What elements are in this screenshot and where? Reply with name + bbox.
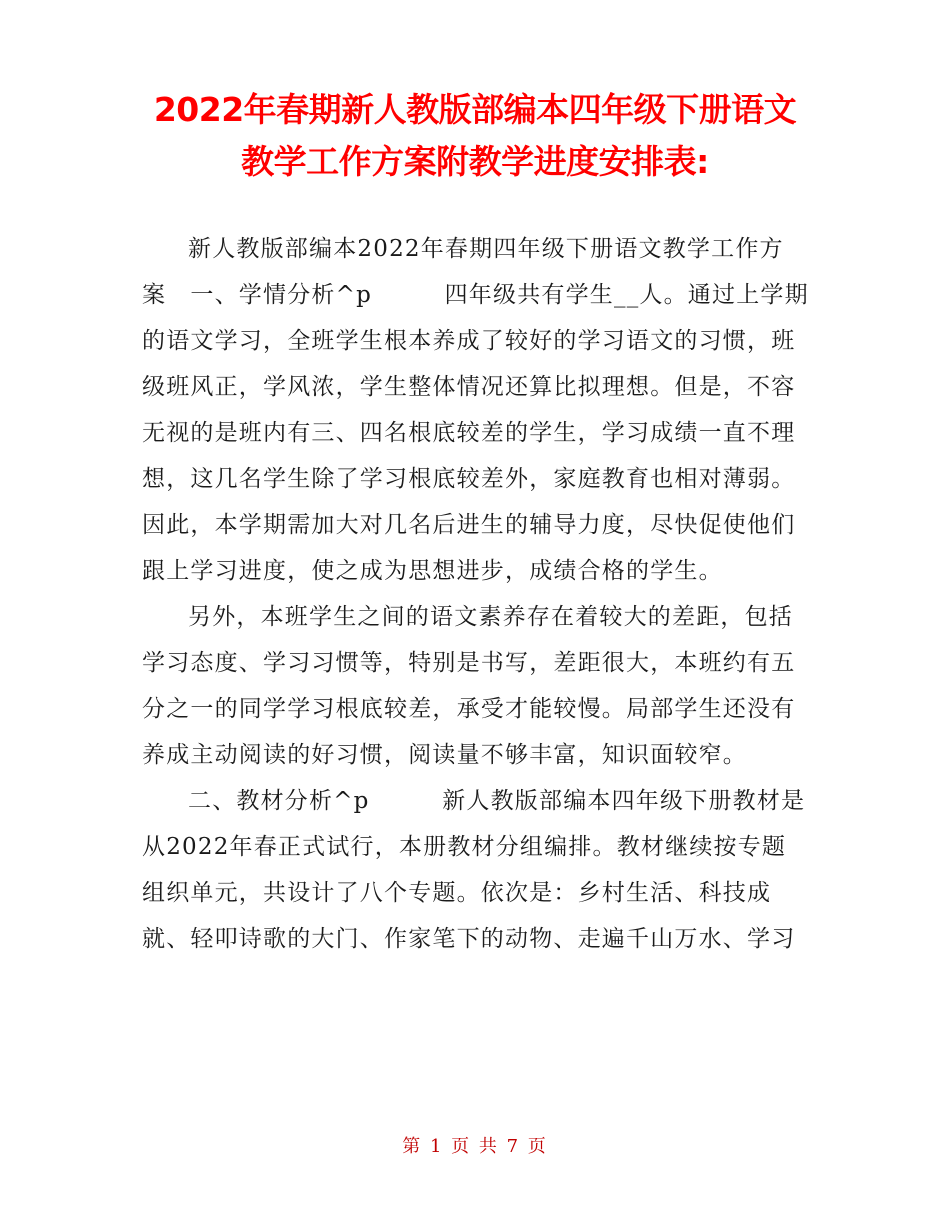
title-line-2: 教学工作方案附教学进度安排表: [241,142,709,181]
body-line: 从2022年春正式试行，本册教材分组编排。教材继续按专题 [142,834,787,860]
body-line: 新人教版部编本2022年春期四年级下册语文教学工作方 [188,236,784,262]
body-line: 分之一的同学学习根底较差，承受才能较慢。局部学生还没有 [142,696,796,722]
body-line: 案 一、学情分析^p 四年级共有学生__人。通过上学期 [142,282,809,308]
body-line: 就、轻叩诗歌的大门、作家笔下的动物、走遍千山万水、学习 [142,926,796,952]
body-line: 想，这几名学生除了学习根底较差外，家庭教育也相对薄弱。 [142,466,796,492]
body-line: 的语文学习，全班学生根本养成了较好的学习语文的习惯，班 [142,328,796,354]
document-title [0,84,950,188]
body-line: 跟上学习进度，使之成为思想进步，成绩合格的学生。 [142,558,723,584]
body-line: 级班风正，学风浓，学生整体情况还算比拟理想。但是，不容 [142,374,796,400]
body-line: 因此，本学期需加大对几名后进生的辅导力度，尽快促使他们 [142,512,796,538]
body-line: 养成主动阅读的好习惯，阅读量不够丰富，知识面较窄。 [142,742,747,768]
page-footer: 第 1 页 共 7 页 [402,1136,548,1157]
body-line: 二、教材分析^p 新人教版部编本四年级下册教材是 [188,788,806,814]
body-line: 组织单元，共设计了八个专题。依次是：乡村生活、科技成 [142,880,772,906]
body-line: 学习态度、学习习惯等，特别是书写，差距很大，本班约有五 [142,650,796,676]
body-line: 另外，本班学生之间的语文素养存在着较大的差距，包括 [188,604,793,630]
title-line-1: 2022年春期新人教版部编本四年级下册语文 [153,90,797,129]
document-body [142,226,812,962]
body-line: 无视的是班内有三、四名根底较差的学生，学习成绩一直不理 [142,420,796,446]
